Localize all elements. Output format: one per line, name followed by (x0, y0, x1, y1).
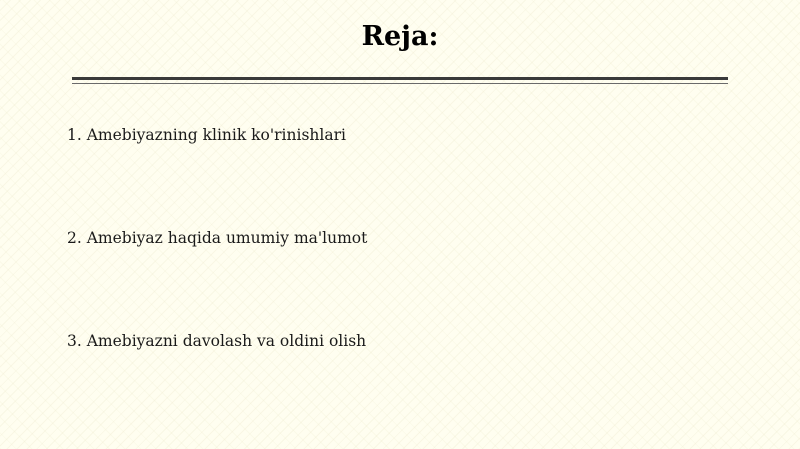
plan-item-1: 1. Amebiyazning klinik ko'rinishlari (67, 126, 346, 144)
plan-item-3: 3. Amebiyazni davolash va oldini olish (67, 332, 367, 350)
title-divider-thick (72, 77, 728, 80)
slide-title: Reja: (361, 21, 439, 52)
title-divider-thin (72, 83, 728, 84)
plan-item-2: 2. Amebiyaz haqida umumiy ma'lumot (67, 229, 368, 247)
